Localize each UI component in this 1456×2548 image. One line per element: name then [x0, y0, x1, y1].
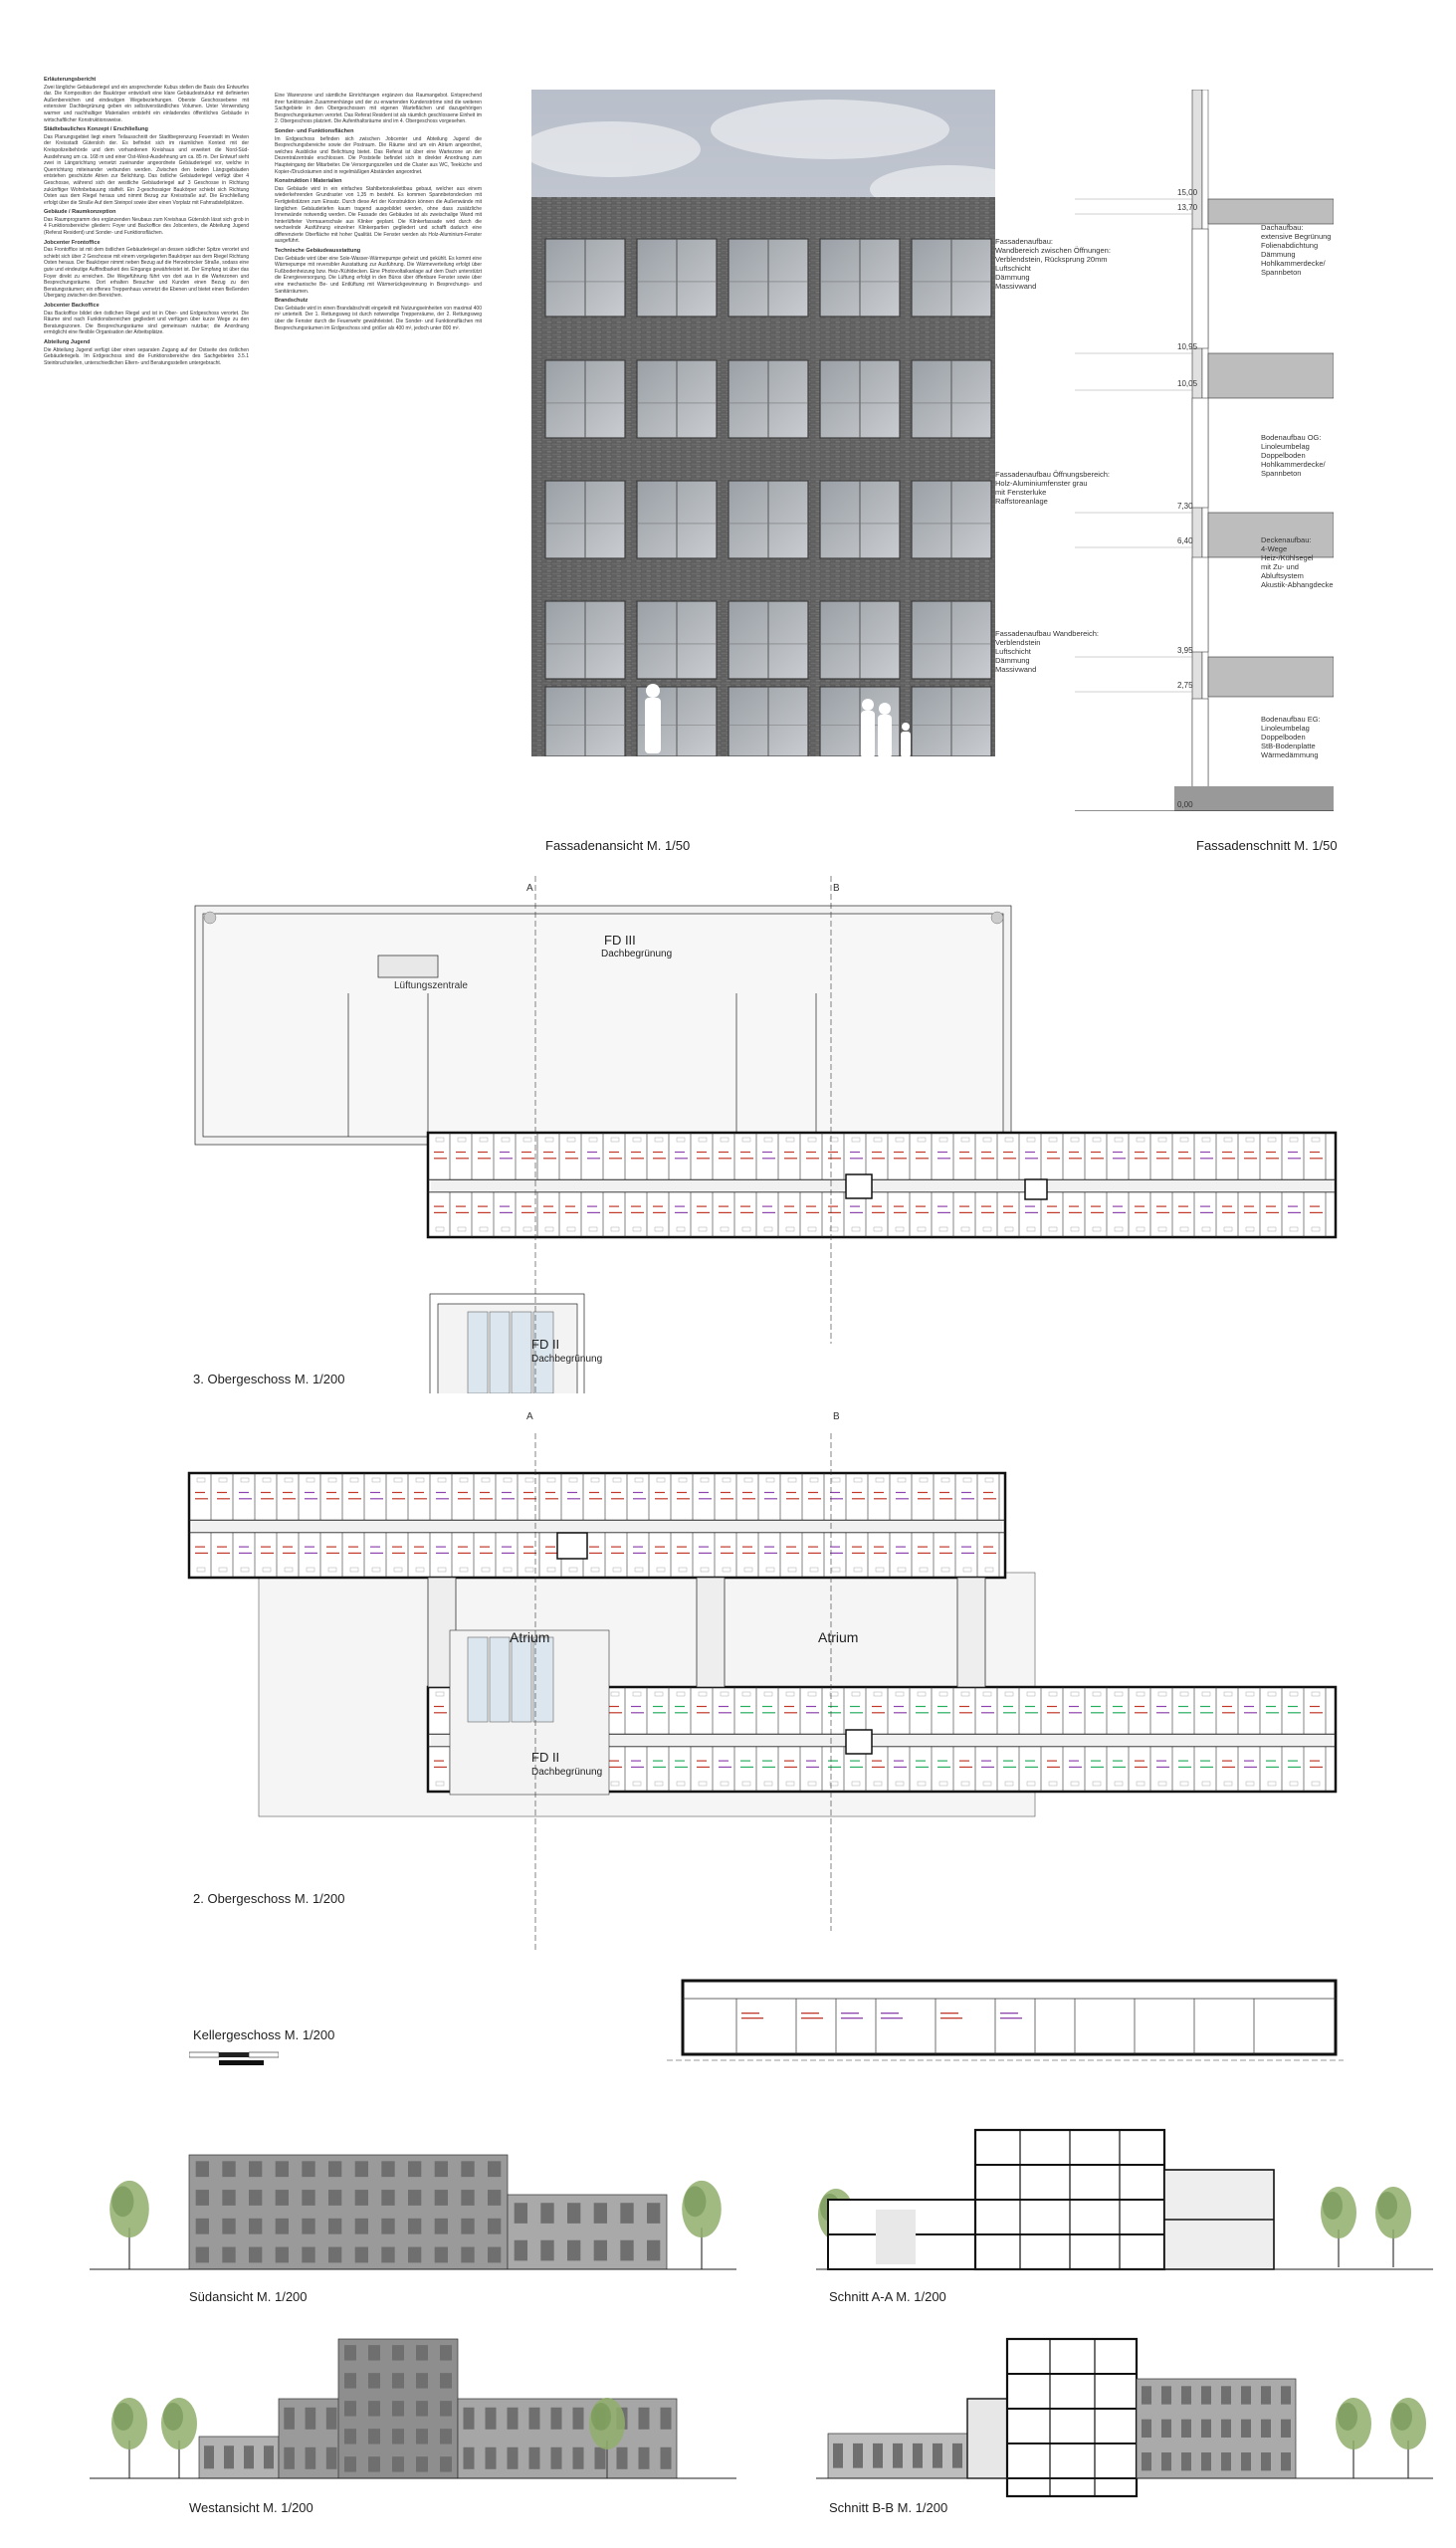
text-paragraph: Das Raumprogramm des ergänzenden Neubaus zum Kreishaus Gütersloh lässt sich grob in 4 Funktionsbereiche gliedern: Foyer und Backoffice des Jobcenters, die Abteilung Jugend (Referat Resident) und Sonder- und Funktionsflächen.: [44, 216, 249, 237]
text-heading: Erläuterungsbericht: [44, 77, 97, 83]
west-caption: Westansicht M. 1/200: [189, 2500, 313, 2515]
text-paragraph: Zwei längliche Gebäuderiegel und ein ansprechender Kubus stellen die Basis des Entwurfes dar. Die Komposition der Baukörper entwickelt eine klare Gebäudestruktur mit definierten Außenbereichen und eindeutigen Wegebeziehungen. Oberste Geschossebene mit extensiver Dachbegrünung geben ein selbstverständliches Volumen. Unter Verwendung warmer und nachhaltiger Materialien entsteht ein einladendes öffentliches Gebäude in wirtschaftlicher Konstruktionsweise.: [44, 84, 249, 123]
floor3-caption: 3. Obergeschoss M. 1/200: [193, 1372, 345, 1386]
scale-bar: [189, 2050, 279, 2070]
section-aa-caption: Schnitt A-A M. 1/200: [829, 2289, 946, 2304]
text-heading: Jobcenter Backoffice: [44, 303, 100, 309]
level-mark: 7,30: [1177, 502, 1193, 511]
floor2-caption: 2. Obergeschoss M. 1/200: [193, 1891, 345, 1906]
fd2b-label: FD II: [531, 1750, 560, 1765]
section-bb: [816, 2319, 1433, 2498]
atrium-label-2: Atrium: [818, 1629, 859, 1645]
west-elevation: [90, 2319, 736, 2488]
text-heading: Gebäude / Raumkonzeption: [44, 209, 116, 216]
text-paragraph: Das Gebäude wird über eine Sole-Wasser-Wärmepumpe geheizt und gekühlt. Es kommt eine Wärmepumpe mit reversibler Ausstattung zur Ausführung. Die Wärmeverteilung erfolgt über Fußbodenheizung bzw. Heiz-/Kühldecken. Eine Photovoltaikanlage auf dem Dach unterstützt die Energieversorgung. Die Lüftung erfolgt in den Büros über öffenbare Fenster sowie über eine mechanische Be- und Entlüftung mit Wärmerückgewinnung in Besprechungs- und Sanitärräumen.: [275, 255, 482, 295]
text-paragraph: Im Erdgeschoss befinden sich zwischen Jobcenter und Abteilung Jugend die Besprechungsbereiche sowie der Postraum. Die Räume sind um ein Atrium angeordnet, welches Ausblicke und Belichtung bietet. Das Referat ist über eine Wartezone an der Dezentralzentrale erschlossen. Die Poststelle befindet sich in direkter Anordnung zum Haupteingang der Mitarbeiter. Die Versorgungszellen und die Cluster aus WC, Teeküche und Kopier-/Druckräumen sind in regelmäßigen Abständen angeordnet.: [275, 135, 482, 175]
cut-a-label-2: A: [526, 1411, 533, 1422]
section-annotation-left: Fassadenaufbau: Wandbereich zwischen Öffnungen: Verblendstein, Rücksprung 20mm Luftschicht Dämmung Massivwand: [995, 237, 1111, 291]
section-annotation-left: Fassadenaufbau Wandbereich: Verblendstein Luftschicht Dämmung Massivwand: [995, 629, 1099, 674]
text-paragraph: Das Frontoffice ist mit dem östlichen Gebäuderiegel an dessen südlicher Spitze verortet und schiebt sich über 2 Geschosse mit einem vorgelagerten Baukörper aus dem Riegel Richtung Osten heraus. Der Baukörper nimmt neben Bezug auf die Herzebrocker Straße, sodass eine gute und eindeutige Auffindbarkeit des Eingangs gewährleistet ist. Der Empfang ist über das Foyer direkt zu erreichen. Die Wegeführung führt von dort aus in die Wartezonen und Besprechungsräume. Dort erhalten Besucher und Kunden einen Bezug zu den Beratungsräumen; ein offenes Treppenhaus vernetzt die Ebenen und bietet einen fließenden Übergang zwischen den Bereichen.: [44, 247, 249, 300]
fd2b-sub-label: Dachbegrünung: [531, 1767, 603, 1778]
south-elevation: [90, 2110, 736, 2279]
level-mark: 10,05: [1177, 379, 1198, 388]
section-bb-caption: Schnitt B-B M. 1/200: [829, 2500, 948, 2515]
section-aa: [816, 2110, 1433, 2279]
section-annotation-right: Deckenaufbau: 4-Wege Heiz-/Kühlsegel mit Zu- und Abluftsystem Akustik-Abhangdecke: [1261, 535, 1334, 589]
south-caption: Südansicht M. 1/200: [189, 2289, 308, 2304]
text-paragraph: Die Abteilung Jugend verfügt über einen separaten Zugang auf der Ostseite des östlichen Gebäuderiegels. Im Erdgeschoss sind die Funktionsbereiche des Sachgebietes 3.5.1 Steinbruchstellen, unterschiedlichen Eltern- und Beratungsstellen untergebracht.: [44, 346, 249, 366]
fd2-label: FD II: [531, 1337, 560, 1352]
level-mark: 10,95: [1177, 342, 1198, 351]
text-paragraph: Das Backoffice bildet den östlichen Riegel und ist in Ober- und Erdgeschoss verortet. Die Räume sind nach Funktionsbereichen gegliedert und verfügen über kurze Wege zu den Beratungszonen. Die Besprechungsräume sind gemeinsam nutzbar; die Anordnung ermöglicht eine flexible Organisation der Arbeitsplätze.: [44, 310, 249, 336]
floor3-plan: [179, 876, 1353, 1393]
level-mark: 0,00: [1177, 800, 1193, 809]
text-paragraph: Das Planungsgebiet liegt einem Teilausschnitt der Stadtbegrenzung Feuerstadt im Westen der Kreisstadt Gütersloh der. Es befindet sich im räumlichen Kontext mit der Kreispolizeibehörde und dem vorhandenen Kreishaus und erweitert die Nord-Süd-Ausdehnung um ca. 168 m und einer Ost-West-Ausdehnung um ca. 85 m. Der Entwurf sieht zwei in Längsrichtung versetzt zueinander angeordnete Gebäuderiegel vor, welche in Querrichtung miteinander verbunden werden. Zwischen den beiden Längsgebäuden entstehen geschützte Atrien zur Belichtung. Das östliche Gebäuderiegel verfügt über 4 Geschosse, während sich der westliche Gebäuderiegel auf 3 Geschosse in Richtung zukünftiger Wohnbebauung staffelt. Ein 2-geschossiger Baukörper schiebt sich Richtung Osten aus dem Riegel heraus und nimmt Bezug zur Kreisstraße auf. Die Erschließung erfolgt über die Straße Auf dem Steinpol sowie über einen Vorplatz mit Fahrradstellplätzen.: [44, 133, 249, 206]
text-column-1: [44, 74, 249, 790]
cut-b-label-1: B: [833, 883, 840, 894]
text-heading: Städtebauliches Konzept / Erschließung: [44, 126, 148, 133]
text-heading: Brandschutz: [275, 298, 309, 305]
cut-b-label-2: B: [833, 1411, 840, 1422]
text-heading: Sonder- und Funktionsflächen: [275, 127, 354, 134]
atrium-label-1: Atrium: [510, 1629, 550, 1645]
facade-section-caption: Fassadenschnitt M. 1/50: [1196, 838, 1338, 853]
section-annotation-right: Bodenaufbau OG: Linoleumbelag Doppelboden Hohlkammerdecke/ Spannbeton: [1261, 433, 1326, 478]
text-heading: Jobcenter Frontoffice: [44, 239, 101, 246]
level-mark: 6,40: [1177, 536, 1193, 545]
text-heading: Abteilung Jugend: [44, 338, 91, 345]
cut-a-label-1: A: [526, 883, 533, 894]
level-mark: 3,95: [1177, 646, 1193, 655]
basement-caption: Kellergeschoss M. 1/200: [193, 2027, 335, 2042]
basement-plan: [179, 1941, 1353, 2090]
ventilation-label: Lüftungszentrale: [394, 980, 468, 991]
text-column-2: [275, 93, 482, 730]
facade-elevation-drawing: [531, 90, 995, 811]
text-paragraph: Eine Warenzone und sämtliche Einrichtungen ergänzen das Raumangebot. Entsprechend ihrer funktionalen Zusammenhänge und der zu erwartenden Kundenströme sind die weiteren Sachgebiete in den Obergeschossen mit eigenen Warteflächen und dazugehörigen Besprechungsräumen verortet. Das Referat Resident ist als räumlich geschlossene Einheit im 2. Obergeschoss platziert. Die Aufenthaltsräume sind im 4. Obergeschoss vorgesehen.: [275, 93, 482, 125]
fd2-sub-label: Dachbegrünung: [531, 1354, 603, 1365]
facade-elevation-caption: Fassadenansicht M. 1/50: [545, 838, 691, 853]
section-annotation-right: Bodenaufbau EG: Linoleumbelag Doppelboden StB-Bodenplatte Wärmedämmung: [1261, 715, 1321, 759]
text-paragraph: Das Gebäude wird in ein einfaches Stahlbetonskelettbau gebaut, welcher aus einem wiederkehrenden Grundraster von 1,35 m besteht. Es kommen Spannbetondecken mit Fertigteilstützen zum Einsatz. Durch diese Art der Konstruktion können die Außenwände mit länglichen Gebäudetiefen kaum tragend ausgebildet werden, ohne dass zusätzliche Innenwände notwendig werden. Die Fassade des Gebäudes ist als zweischalige Wand mit hinterlüfteter Vormauerschale aus Klinker geplant. Die Klinkerfassade wird durch die wechselnde Ausführung einzelner Klinkerpartien gegliedert und schafft dadurch eine differenzierte Oberfläche mit hoher Qualität. Die Fenster werden als Holz-Aluminium-Fenster ausgeführt.: [275, 185, 482, 245]
text-heading: Konstruktion / Materialien: [275, 178, 342, 185]
section-annotation-right: Dachaufbau: extensive Begrünung Folienabdichtung Dämmung Hohlkammerdecke/ Spannbeton: [1261, 223, 1332, 277]
level-mark: 2,75: [1177, 681, 1193, 690]
text-heading: Technische Gebäudeausstattung: [275, 248, 361, 255]
fd3-label: FD III: [604, 933, 636, 948]
text-paragraph: Das Gebäude wird in einen Brandabschnitt eingeteilt mit Nutzungseinheiten von maximal 400 m² unterteilt. Der 1. Rettungsweg ist durch notwendige Treppenräume, der 2. Rettungsweg über die Fenster durch die Feuerwehr gewährleistet. Die Sonder- und Funktionsflächen mit Besprechungsräumen im Erdgeschoss sind größer als 400 m², jedoch unter 800 m².: [275, 305, 482, 331]
fd3-sub-label: Dachbegrünung: [601, 949, 673, 959]
section-annotation-left: Fassadenaufbau Öffnungsbereich: Holz-Aluminiumfenster grau mit Fensterluke Raffstoreanlage: [995, 470, 1110, 506]
floor2-plan: [179, 1433, 1353, 1951]
level-mark: 15,00: [1177, 188, 1198, 197]
level-mark: 13,70: [1177, 203, 1198, 212]
